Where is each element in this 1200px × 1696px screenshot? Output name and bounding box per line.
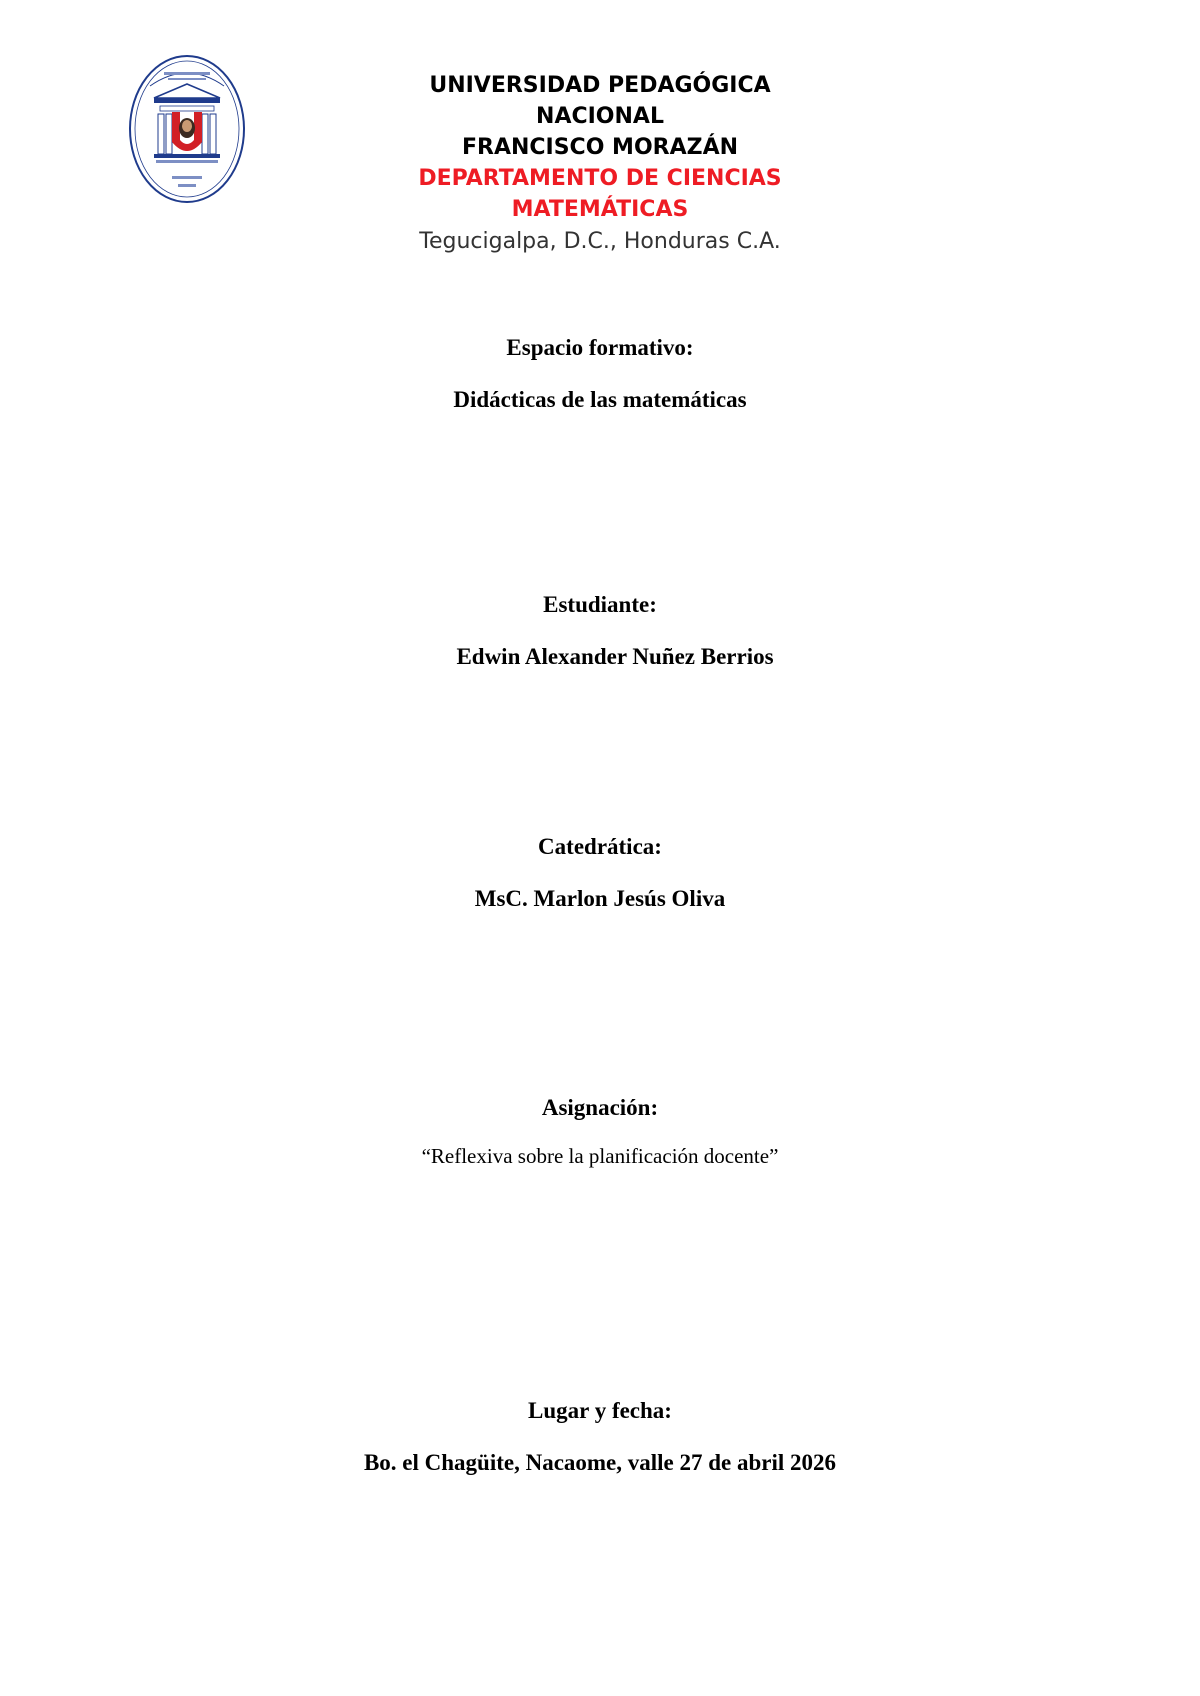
catedratica-label: Catedrática: [538, 834, 662, 859]
asignacion-label: Asignación: [541, 1095, 659, 1120]
espacio-formativo-label: Espacio formativo: [506, 335, 694, 360]
section-lugar-fecha [0, 1396, 1200, 1478]
institution-header [300, 70, 900, 259]
section-asignacion [0, 1093, 1200, 1171]
catedratica-value: MsC. Marlon Jesús Oliva [474, 886, 726, 911]
university-seal-logo [128, 54, 246, 204]
asignacion-value: “Reflexiva sobre la planificación docente” [421, 1144, 779, 1168]
lugar-fecha-label: Lugar y fecha: [528, 1398, 672, 1423]
espacio-formativo-value: Didácticas de las matemáticas [453, 387, 747, 412]
lugar-fecha-value: Bo. el Chagüite, Nacaome, valle 27 de abril 2026 [363, 1450, 837, 1475]
section-catedratica [0, 832, 1200, 914]
department-name-line1: DEPARTAMENTO DE CIENCIAS [418, 166, 782, 191]
estudiante-label: Estudiante: [543, 592, 657, 617]
university-name-line2: NACIONAL [536, 104, 664, 129]
city-location: Tegucigalpa, D.C., Honduras C.A. [419, 229, 781, 254]
university-name-line3: FRANCISCO MORAZÁN [461, 135, 739, 160]
university-name-line1: UNIVERSIDAD PEDAGÓGICA [429, 73, 771, 98]
section-espacio-formativo [0, 333, 1200, 415]
estudiante-value: Edwin Alexander Nuñez Berrios [456, 644, 774, 669]
section-estudiante [0, 590, 1200, 672]
department-name-line2: MATEMÁTICAS [511, 197, 689, 222]
